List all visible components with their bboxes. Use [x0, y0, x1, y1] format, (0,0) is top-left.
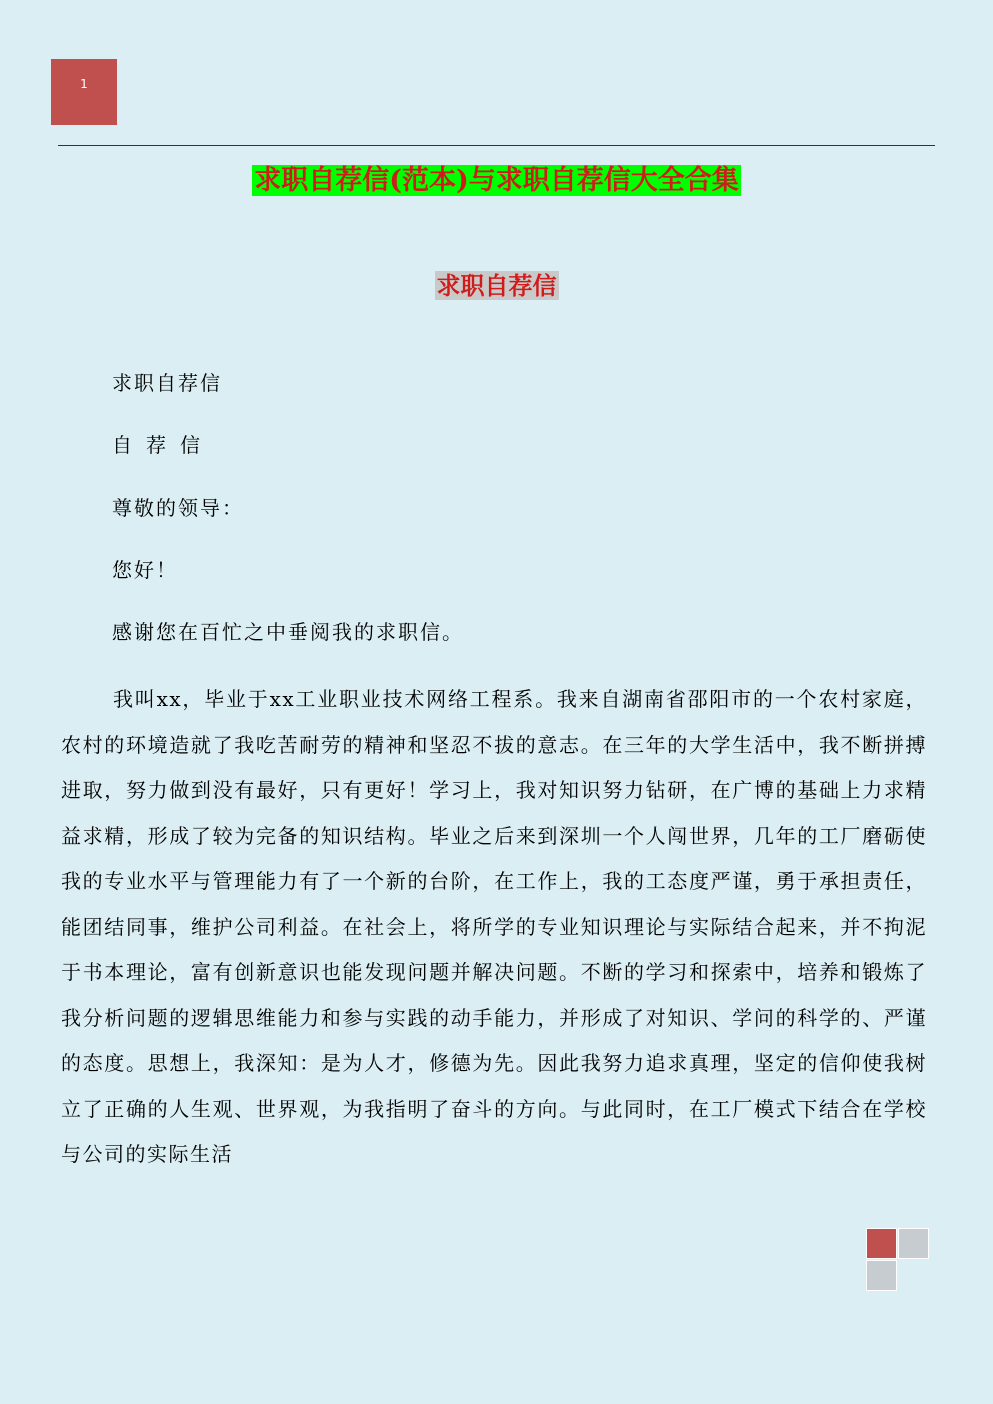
decoration-square-red [866, 1228, 897, 1259]
page-number-badge [51, 59, 117, 125]
decoration-square-gray [898, 1228, 929, 1259]
document-title-text: 求职自荐信(范本)与求职自荐信大全合集 [254, 165, 739, 196]
section-title [0, 269, 993, 303]
letter-body-paragraph: 我叫xx，毕业于xx工业职业技术网络工程系。我来自湖南省邵阳市的一个农村家庭，农村的环境造就了我吃苦耐劳的精神和坚忍不拔的意志。在三年的大学生活中，我不断拼搏进取，努力做到没有最好，只有更好！学习上，我对知识努力钻研，在广博的基础上力求精益求精，形成了较为完备的知识结构。毕业之后来到深圳一个人闯世界，几年的工厂磨砺使我的专业水平与管理能力有了一个新的台阶，在工作上，我的工态度严谨，勇于承担责任，能团结同事，维护公司利益。在社会上，将所学的专业知识理论与实际结合起来，并不拘泥于书本理论，富有创新意识也能发现问题并解决问题。不断的学习和探索中，培养和锻炼了我分析问题的逻辑思维能力和参与实践的动手能力，并形成了对知识、学问的科学的、严谨的态度。思想上，我深知：是为人才，修德为先。因此我努力追求真理，坚定的信仰使我树立了正确的人生观、世界观，为我指明了奋斗的方向。与此同时，在工厂模式下结合在学校与公司的实际生活 [61, 687, 927, 1166]
document-title [0, 163, 993, 199]
letter-subheading: 自荐信 [112, 433, 214, 457]
letter-salutation: 尊敬的领导： [112, 496, 244, 520]
letter-heading: 求职自荐信 [112, 371, 222, 395]
letter-thanks: 感谢您在百忙之中垂阅我的求职信。 [112, 620, 464, 644]
page-number: 1 [80, 77, 88, 91]
letter-greeting: 您好！ [112, 558, 178, 582]
section-title-text: 求职自荐信 [436, 271, 557, 300]
corner-decoration [866, 1228, 932, 1292]
header-rule [58, 145, 935, 146]
decoration-square-gray [866, 1260, 897, 1291]
